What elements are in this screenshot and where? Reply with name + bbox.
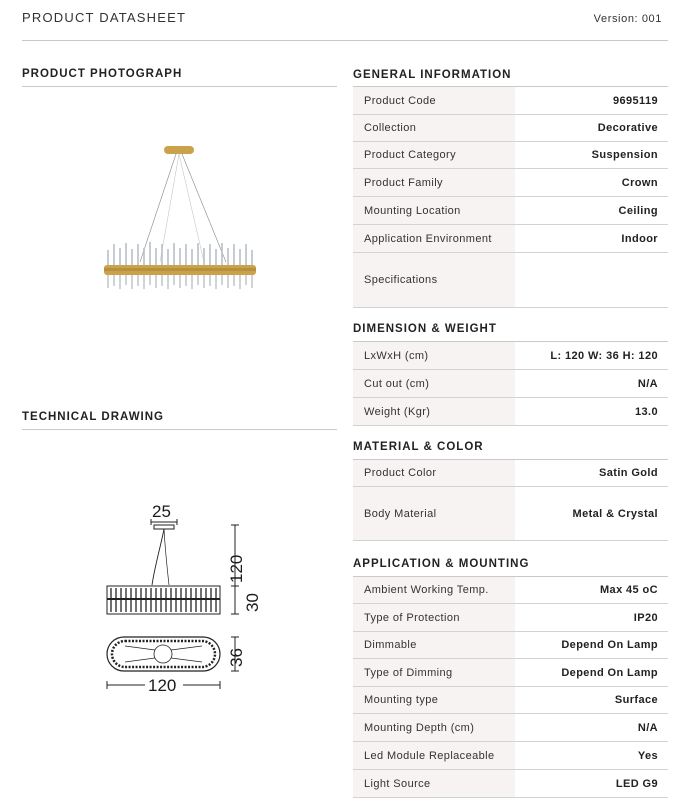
row-label: Led Module Replaceable xyxy=(353,742,515,769)
application-heading: APPLICATION & MOUNTING xyxy=(353,558,530,570)
table-row xyxy=(353,342,668,370)
row-value: 13.0 xyxy=(634,405,658,418)
table-row xyxy=(353,115,668,142)
row-label: Weight (Kgr) xyxy=(353,398,515,425)
table-row xyxy=(353,577,668,604)
table-row xyxy=(353,487,668,541)
row-value: Yes xyxy=(637,749,658,762)
row-label: Mounting Depth (cm) xyxy=(353,714,515,741)
table-row xyxy=(353,659,668,687)
row-label: LxWxH (cm) xyxy=(353,342,515,369)
row-value: N/A xyxy=(637,721,658,734)
row-label: Type of Protection xyxy=(353,604,515,631)
row-value: LED G9 xyxy=(615,777,658,790)
version-label: Version: 001 xyxy=(593,13,662,25)
drawing-heading: TECHNICAL DRAWING xyxy=(22,411,165,423)
table-row xyxy=(353,87,668,115)
row-label: Ambient Working Temp. xyxy=(353,577,515,603)
drawing-heading-divider xyxy=(22,429,337,430)
table-row xyxy=(353,714,668,742)
row-value: Indoor xyxy=(621,232,658,245)
dim-top-label: 25 xyxy=(152,502,171,521)
row-label: Product Category xyxy=(353,142,515,168)
row-label: Product Color xyxy=(353,460,515,486)
row-value: L: 120 W: 36 H: 120 xyxy=(550,349,658,362)
row-value: Suspension xyxy=(591,149,658,161)
row-value: Ceiling xyxy=(618,204,658,217)
row-label: Collection xyxy=(353,115,515,141)
table-row xyxy=(353,142,668,169)
row-value: IP20 xyxy=(633,611,658,624)
row-label: Type of Dimming xyxy=(353,659,515,686)
photo-heading-divider xyxy=(22,86,337,87)
row-value: Satin Gold xyxy=(599,467,658,479)
technical-drawing xyxy=(95,495,275,705)
photo-heading: PRODUCT PHOTOGRAPH xyxy=(22,68,183,80)
material-table xyxy=(353,459,668,541)
dim-length-label: 120 xyxy=(148,676,177,695)
dimension-table xyxy=(353,341,668,426)
row-value: Depend On Lamp xyxy=(561,639,658,651)
row-label: Product Code xyxy=(353,87,515,114)
dimension-heading: DIMENSION & WEIGHT xyxy=(353,323,497,335)
row-label: Body Material xyxy=(353,487,515,540)
row-value: Depend On Lamp xyxy=(561,666,658,679)
row-label: Application Environment xyxy=(353,225,515,252)
row-value: Surface xyxy=(614,694,658,706)
row-label: Light Source xyxy=(353,770,515,797)
table-row xyxy=(353,770,668,798)
table-row xyxy=(353,687,668,714)
row-label: Mounting Location xyxy=(353,197,515,224)
material-heading: MATERIAL & COLOR xyxy=(353,441,484,453)
row-value: 9695119 xyxy=(612,94,658,107)
row-value: Crown xyxy=(621,176,658,189)
table-row xyxy=(353,742,668,770)
product-photo xyxy=(100,140,260,290)
table-row xyxy=(353,604,668,632)
row-label: Dimmable xyxy=(353,632,515,658)
table-row xyxy=(353,398,668,426)
row-value: N/A xyxy=(637,377,658,390)
general-heading: GENERAL INFORMATION xyxy=(353,69,512,81)
dim-depth-label: 36 xyxy=(227,648,246,667)
page-title: PRODUCT DATASHEET xyxy=(22,10,187,25)
row-label: Cut out (cm) xyxy=(353,370,515,397)
row-value: Decorative xyxy=(597,122,658,134)
table-row xyxy=(353,253,668,308)
table-row xyxy=(353,370,668,398)
table-row xyxy=(353,460,668,487)
dim-body-height-label: 30 xyxy=(243,593,262,612)
row-value: Metal & Crystal xyxy=(572,507,658,520)
row-label: Specifications xyxy=(353,253,515,307)
table-row xyxy=(353,225,668,253)
table-row xyxy=(353,632,668,659)
dim-height-label: 120 xyxy=(227,554,246,583)
table-row xyxy=(353,197,668,225)
row-label: Mounting type xyxy=(353,687,515,713)
application-table xyxy=(353,576,668,798)
header-divider xyxy=(22,40,668,41)
table-row xyxy=(353,169,668,197)
row-value: Max 45 oC xyxy=(599,584,658,596)
general-table xyxy=(353,86,668,308)
row-value xyxy=(515,253,668,307)
row-label: Product Family xyxy=(353,169,515,196)
